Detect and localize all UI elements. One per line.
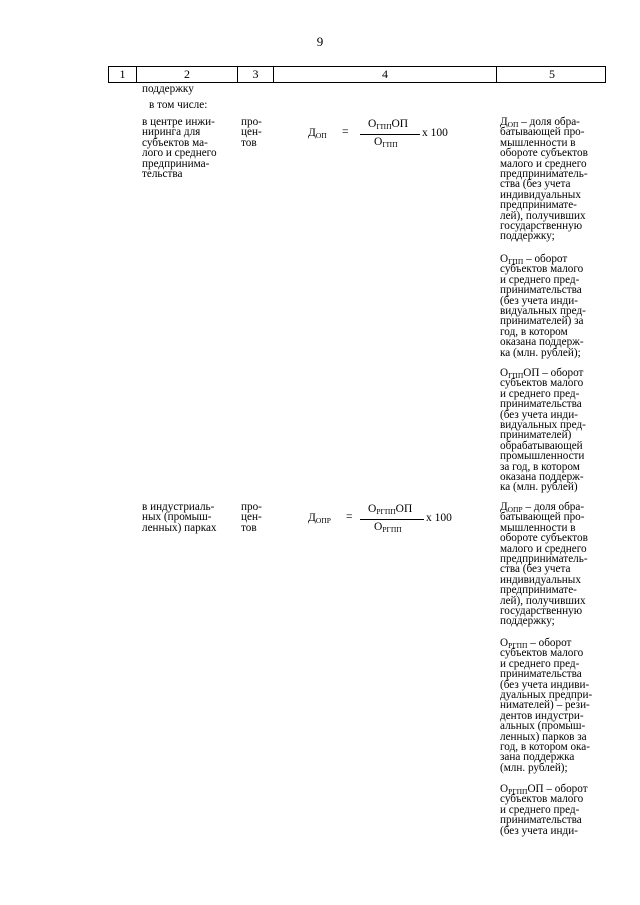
numerator-tail: ОП [395,503,413,515]
formula-denominator [374,521,402,534]
desc-symbol-sub: ГПП [508,371,524,380]
desc-text: – доля обра- батывающей про- мышленности в обороте субъектов малого и среднего предприниматель- ства (без учета индивидуальных предпринимате- лей), получивших государственную поддержку; [500,501,588,628]
header-col-1: 1 [119,67,126,81]
row2-desc-2 [500,638,610,773]
row2-indicator-name: в индустриаль- ных (промыш- ленных) парках [142,501,217,534]
formula-lhs-symbol: Д [308,512,316,524]
numerator-sub: РГПП [376,507,396,516]
row1-desc-3 [500,368,610,493]
row2-desc-1 [500,502,610,627]
header-col-4: 4 [382,67,388,81]
desc-symbol-sub: ОПР [507,505,523,514]
numerator-symbol: О [368,503,377,515]
desc-symbol: О [500,637,509,649]
denominator-symbol: О [374,521,383,533]
row1-desc-1 [500,117,610,242]
formula-denominator [374,136,397,149]
desc-text: – оборот субъектов малого и среднего пред- принимательства (без учета инди- видуальных пред- принимателей) за год, в котором оказана поддерж- ка (млн. рублей); [500,253,586,359]
formula-lhs-symbol: Д [308,127,316,139]
desc-text: – оборот субъектов малого и среднего пред- принимательства (без учета индиви- дуальных предпри- нимателей) – рези- дентов индустри- альных (промыш- ленных) парков за год, в котором ока- зана поддержка (млн. рублей); [500,637,593,774]
desc-symbol-sub: РГПП [508,787,528,796]
denominator-symbol: О [374,136,383,148]
subheading-including: в том числе: [149,99,208,111]
formula-lhs [308,127,327,140]
desc-symbol: О [500,253,509,265]
numerator-tail: ОП [391,118,409,130]
continued-text: поддержку [142,83,194,95]
numerator-sub: ГПП [376,122,392,131]
header-col-3: 3 [252,67,259,81]
row1-formula [308,117,478,151]
fraction-bar [360,134,420,135]
desc-text: – доля обра- батывающей про- мышленности в обороте субъектов малого и среднего предприниматель- ства (без учета индивидуальных предпринимате- лей), получивших государственную поддержку; [500,116,588,243]
header-col-5: 5 [549,67,555,81]
formula-lhs-sub: ОПР [315,516,331,525]
formula-numerator [368,118,408,131]
formula-multiplier: х 100 [426,512,452,524]
desc-symbol-sub: ОП [507,120,519,129]
desc-symbol-sub: ГПП [508,257,524,266]
fraction-bar [360,519,424,520]
numerator-symbol: О [368,118,377,130]
formula-numerator [368,503,412,516]
desc-text: ОП – оборот субъектов малого и среднего пред- принимательства (без учета инди- [500,783,588,837]
denominator-sub: РГПП [382,525,402,534]
desc-symbol: О [500,783,509,795]
row2-unit: про- цен- тов [241,501,262,534]
formula-equals: = [346,511,353,523]
formula-lhs [308,512,331,525]
row1-indicator-name: в центре инжи- ниринга для субъектов ма- лого и среднего предпринима- тельства [142,116,217,181]
page-number: 9 [316,34,324,49]
formula-equals: = [342,126,349,138]
row1-desc-2 [500,254,610,358]
desc-text: ОП – оборот субъектов малого и среднего пред- принимательства (без учета инди- видуальных пред- принимателей) обрабатывающей промышленности за год, в котором оказана поддерж- ка (млн. рублей) [500,367,586,494]
desc-symbol: О [500,367,509,379]
desc-symbol: Д [500,501,508,513]
header-col-2: 2 [184,67,190,81]
table-header-row [108,66,606,83]
denominator-sub: ГПП [382,140,398,149]
desc-symbol: Д [500,116,508,128]
formula-multiplier: х 100 [422,127,448,139]
row2-desc-3 [500,784,610,836]
desc-symbol-sub: РГПП [508,641,528,650]
row1-unit: про- цен- тов [241,116,262,149]
formula-lhs-sub: ОП [315,131,327,140]
row2-formula [308,502,478,536]
